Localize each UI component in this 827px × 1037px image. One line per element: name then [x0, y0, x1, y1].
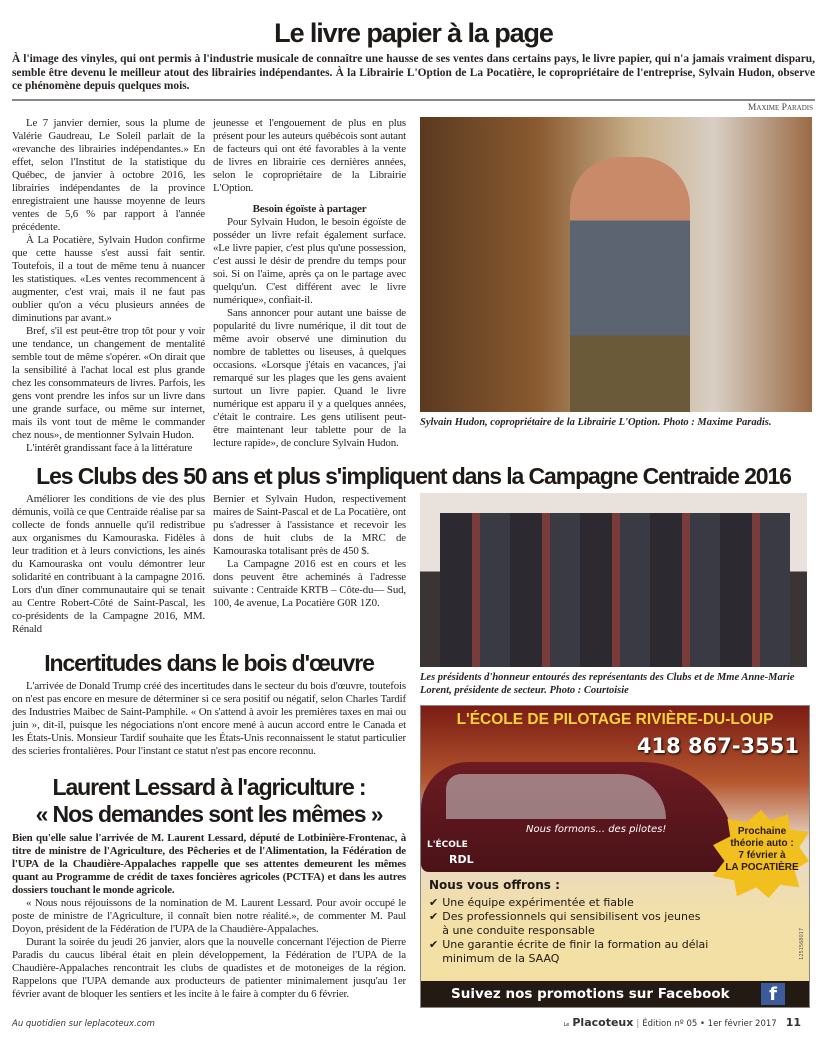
brand-prefix: Le — [563, 1021, 570, 1028]
facebook-text: Suivez nos promotions sur Facebook — [451, 985, 730, 1002]
page-number: 11 — [785, 1015, 801, 1029]
article2-column-1 — [12, 493, 205, 636]
article1-lede: À l'image des vinyles, qui ont permis à l'industrie musicale de connaître une hausse de ses ventes dans certains pays, le livre papier, qui n'a jamais vraiment disparu, semble être devenu le meilleur atout des librairies indépendantes. À la Librairie L'Option de La Pocatière, le copropriétaire de l'entreprise, Sylvain Hudon, observe ce phénomène depuis quelques mois. — [12, 53, 815, 93]
paragraph: Bref, s'il est peut-être trop tôt pour y voir une tendance, un changement de mentalité semble tout de même s'opérer. «On dirait que la sensibilité à l'achat local est plus grande chez les consommateurs de livres. Parfois, les gens vont prendre les infos sur un livre dans une grande surface, ou même sur internet, mais ils vont tout de même le commander chez nous», de mentionner Sylvain Hudon. — [12, 324, 205, 441]
group-photo — [420, 493, 807, 667]
ad-code: 1251568017 — [799, 927, 805, 960]
lede: Bien qu'elle salue l'arrivée de M. Laurent Lessard, député de Lotbinière-Frontenac, à titre de ministre de l'Agriculture, des Pêcheries et de l'Alimentation, la Fédération de l'UPA de la Chaudière-Appalaches rappelle que ses attentes demeurent les mêmes quant au Programme de crédit de taxes foncières agricoles (PCTFA) et dans les autres dossiers touchant le monde agricole. — [12, 832, 406, 897]
paragraph: À La Pocatière, Sylvain Hudon confirme que cette hausse s'est aussi fait sentir. Toutefois, il a tout de même tenu à nuancer les statistiques. «Les ventes recommencent à augmenter, c'est vrai, mais il ne faut pas oublier qu'on a vécu plusieurs années de diminutions par avant.» — [12, 233, 205, 324]
group-figures — [440, 513, 790, 667]
article3-title: Incertitudes dans le bois d'œuvre — [44, 649, 374, 676]
article2-text — [12, 493, 406, 636]
paragraph: Améliorer les conditions de vie des plus démunis, voilà ce que Centraide réalise par sa collecte de fonds annuelle qu'il redistribue aux organismes du Kamouraska. Fidèles à leur tradition et à leurs convictions, les ainés du Kamouraska ont voulu démontrer leur solidarité en contribuant à la campagne 2016. Lors d'un dîner communautaire qui se tenait au Centre Robert-Côté de Saint-Pascal, les co-présidents de la Campagne 2016, MM. Rénald — [12, 492, 205, 635]
paragraph: Bernier et Sylvain Hudon, respectivement maires de Saint-Pascal et de La Pocatière, ont pu s'adresser à l'assistance et recevoir les dons de huit clubs de la MRC de Kamouraska totalisant près de 450 $. — [213, 492, 406, 557]
article1-column-2 — [213, 117, 406, 455]
edition: Édition nº 05 • 1er février 2017 — [642, 1018, 777, 1029]
article2-title: Les Clubs des 50 ans et plus s'impliquent dans la Campagne Centraide 2016 — [36, 462, 791, 489]
left-stack — [12, 493, 406, 1008]
check-icon: ✔ — [429, 895, 439, 909]
paragraph: Sans annoncer pour autant une baisse de popularité du livre numérique, il dit tout de même avoir observé une diminution du nombre de tablettes ou liseuses, à quelques occasions. «Lorsque j'étais en vacances, j'ai remarqué sur les plages que les gens avaient surtout un livre papier. Quand le livre numérique est apparu il y a quelques années, c'était le contraire. Les gens utilisent peut-être maintenant leur tablette pour de la lecture rapide», de conclure Sylvain Hudon. — [213, 306, 406, 449]
offer-title: Nous vous offrons : — [429, 877, 560, 892]
title-line: Laurent Lessard à l'agriculture : — [52, 774, 366, 801]
offer-item — [429, 896, 709, 910]
brand: Placoteux — [572, 1015, 634, 1029]
article1-text — [12, 117, 406, 455]
check-icon: ✔ — [429, 937, 439, 951]
article2-column-2 — [213, 493, 406, 636]
paragraph: jeunesse et l'engouement de plus en plus présent pour les auteurs québécois sont autant de facteurs qui ont été favorables à la vente de livres en librairie ces dernières années, selon le copropriétaire de la Librairie L'Option. — [213, 116, 406, 194]
offer-item — [429, 910, 709, 938]
car-windows — [446, 774, 666, 819]
driving-school-ad[interactable] — [420, 705, 810, 1008]
ad-phone: 418 867-3551 — [636, 733, 799, 758]
article1-title: Le livre papier à la page — [274, 18, 553, 48]
bookstore-photo — [420, 117, 812, 412]
title-line: « Nos demandes sont les mêmes » — [35, 801, 383, 828]
offer-list — [429, 896, 709, 966]
paragraph: Le 7 janvier dernier, sous la plume de Valérie Gaudreau, Le Soleil parlait de la «revanche des librairies indépendantes.» En effet, selon l'Institut de la statistique du Québec, de janvier à octobre 2016, les librairies indépendantes de la province enregistraient une hausse moyenne de leurs ventes de 5,6 % par rapport à l'année précédente. — [12, 116, 205, 233]
car-image — [421, 762, 736, 872]
car-logo-rdl: RDL — [449, 852, 474, 866]
offer-item — [429, 938, 709, 966]
paragraph: L'intérêt grandissant face à la littérature — [26, 441, 193, 454]
facebook-banner[interactable] — [421, 981, 809, 1007]
footer-website[interactable]: Au quotidien sur leplacoteux.com — [12, 1018, 155, 1029]
byline: Maxime Paradis — [747, 102, 813, 113]
right-stack — [420, 493, 815, 1008]
article1-figure — [420, 117, 815, 455]
footer-info — [564, 1016, 801, 1029]
check-icon: ✔ — [429, 909, 439, 923]
car-logo: L'ÉCOLE — [427, 839, 468, 850]
photo-caption: Les présidents d'honneur entourés des représentants des Clubs et de Mme Anne-Marie Lorent, présidente de secteur. Photo : Courtoisie — [420, 671, 795, 696]
promo-line: LA POCATIÈRE — [725, 861, 799, 873]
paragraph: L'arrivée de Donald Trump créé des incertitudes dans le secteur du bois d'œuvre, toutefois on n'est pas encore en mesure de déterminer si ce sera positif ou négatif, selon Charles Tardif des Industries Maibec de Saint-Pamphile. « On s'attend à avoir les premières taxes en mai ou juin », dit-il, puisque les négociations n'ont encore mené à aucun accord entre le Canada et les États-Unis. Monsieur Tardif souhaite que les États-Unis reconnaissent le statut particulier des scieries frontalières. Pour l'instant ce statut n'est pas encore reconnu. — [12, 680, 406, 758]
promo-text — [717, 826, 807, 874]
promo-line: 7 février à — [738, 849, 786, 861]
paragraph: La Campagne 2016 est en cours et les dons peuvent être acheminés à l'adresse suivante : Centraide KRTB – Côte-du— Sud, 100, 4e avenue, La Pocatière G0R 1Z0. — [213, 557, 406, 609]
paragraph: Pour Sylvain Hudon, le besoin égoïste de posséder un livre refait également surface. «Le livre papier, c'est plus qu'une possession, c'est aussi le désir de prendre du temps pour soi. Si on l'aime, après ça on le partage avec quelqu'un. C'est différent avec le livre numérique», confiait-il. — [213, 215, 406, 306]
paragraph: Durant la soirée du jeudi 26 janvier, alors que la nouvelle concernant l'éjection de Pierre Paradis du caucus libéral était en plein développement, la Fédération de l'UPA de la Chaudière-Appalaches rencontrait les clubs de quadistes et de motoneiges de la région. Rappelons que l'UPA demande aux producteurs de patienter minimalement jusqu'au 1er février avant de bloquer les sentiers et les incite à le faire à compter du 6 février. — [12, 936, 406, 1001]
ad-title: L'ÉCOLE DE PILOTAGE RIVIÈRE-DU-LOUP — [456, 710, 774, 728]
article1-column-1 — [12, 117, 205, 455]
subheading: Besoin égoïste à partager — [252, 202, 367, 215]
paragraph: « Nous nous réjouissons de la nomination de M. Laurent Lessard. Pour avoir occupé le poste de ministre de l'Agriculture, il connaît bien notre réalité.», de commenter M. Paul Doyon, président de la Fédération de l'UPA de la Chaudière-Appalaches. — [12, 897, 406, 936]
article4-body — [12, 832, 406, 1001]
car-slogan: Nous formons... des pilotes! — [526, 823, 667, 835]
lower-row — [12, 493, 815, 1008]
article1-row — [12, 117, 815, 455]
article4-title — [12, 774, 406, 828]
person-figure — [570, 157, 690, 412]
article3-body — [12, 680, 406, 758]
offer-text: Une équipe expérimentée et fiable — [442, 895, 634, 909]
offer-text: Une garantie écrite de finir la formation au délai minimum de la SAAQ — [442, 937, 709, 965]
promo-line: Prochaine — [737, 825, 787, 837]
promo-line: théorie auto : — [730, 837, 794, 849]
photo-caption: Sylvain Hudon, copropriétaire de la Librairie L'Option. Photo : Maxime Paradis. — [420, 416, 772, 428]
facebook-icon[interactable]: f — [761, 983, 785, 1005]
offer-text: Des professionnels qui sensibilisent vos jeunes à une conduite responsable — [442, 909, 701, 937]
separator: | — [636, 1018, 640, 1029]
divider — [12, 99, 815, 101]
footer — [12, 1016, 815, 1029]
